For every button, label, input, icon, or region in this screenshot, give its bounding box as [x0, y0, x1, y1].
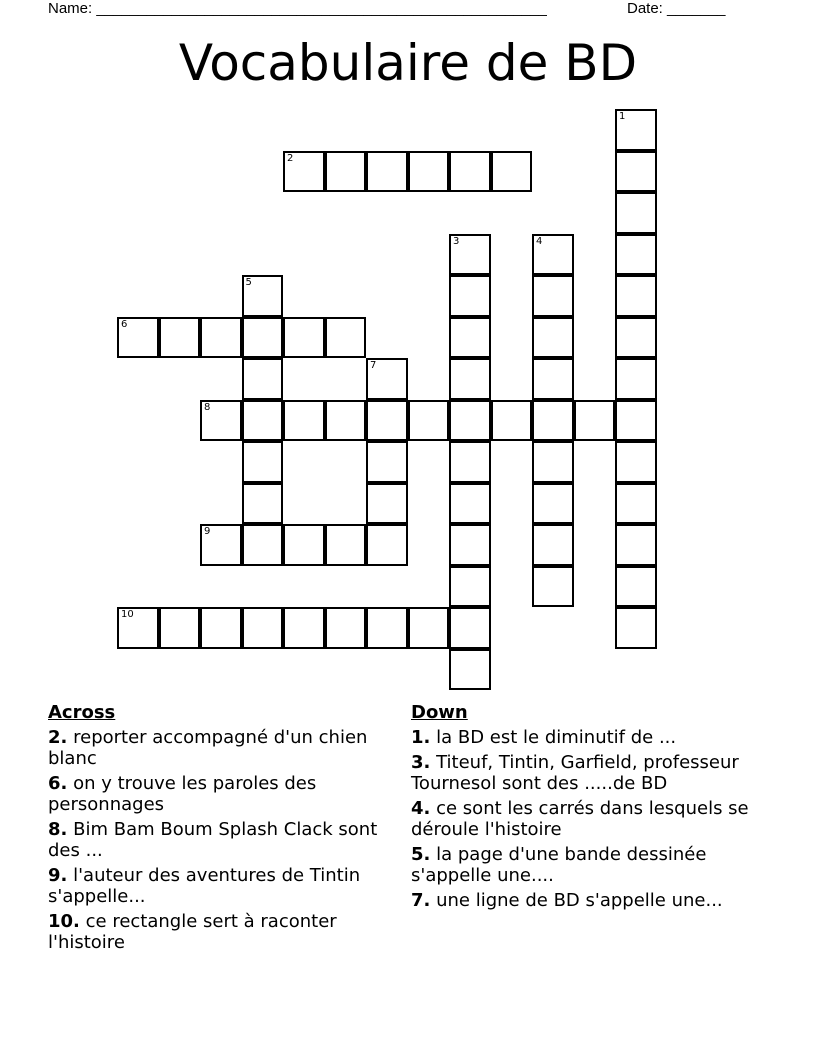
- grid-cell[interactable]: [615, 400, 657, 442]
- clue-across-2: [48, 727, 378, 769]
- grid-cell[interactable]: [242, 607, 284, 649]
- grid-cell[interactable]: [615, 317, 657, 359]
- grid-cell[interactable]: [449, 566, 491, 608]
- grid-cell[interactable]: [366, 441, 408, 483]
- clue-down-7: [411, 890, 761, 911]
- clue-number: 6.: [48, 773, 68, 794]
- cell-number: 9: [204, 526, 211, 537]
- grid-cell[interactable]: [408, 151, 450, 193]
- cell-number: 7: [370, 360, 377, 371]
- grid-cell[interactable]: [325, 317, 367, 359]
- clue-text: reporter accompagné d'un chien blanc: [48, 727, 368, 769]
- grid-cell[interactable]: [159, 317, 201, 359]
- grid-cell[interactable]: [283, 400, 325, 442]
- grid-cell[interactable]: [200, 400, 242, 442]
- grid-cell[interactable]: [325, 607, 367, 649]
- cell-number: 3: [453, 235, 460, 247]
- clue-text: la page d'une bande dessinée s'appelle une....: [411, 844, 707, 886]
- grid-cell[interactable]: [615, 192, 657, 234]
- grid-cell[interactable]: [242, 317, 284, 359]
- down-heading: Down: [411, 702, 468, 723]
- grid-cell[interactable]: [117, 317, 159, 359]
- clue-down-1: [411, 727, 761, 748]
- grid-cell[interactable]: [366, 607, 408, 649]
- grid-cell[interactable]: [242, 483, 284, 525]
- grid-cell[interactable]: [532, 317, 574, 359]
- grid-cell[interactable]: [615, 607, 657, 649]
- grid-cell[interactable]: [449, 649, 491, 691]
- clue-text: une ligne de BD s'appelle une...: [436, 890, 723, 911]
- grid-cell[interactable]: [242, 358, 284, 400]
- grid-cell[interactable]: [491, 400, 533, 442]
- grid-cell[interactable]: [615, 275, 657, 317]
- clue-text: l'auteur des aventures de Tintin s'appelle...: [48, 865, 361, 907]
- grid-cell[interactable]: [615, 524, 657, 566]
- grid-cell[interactable]: [159, 607, 201, 649]
- grid-cell[interactable]: [366, 524, 408, 566]
- cell-number: 5: [245, 277, 252, 288]
- grid-cell[interactable]: [242, 275, 284, 317]
- clue-text: ce rectangle sert à raconter l'histoire: [48, 911, 337, 953]
- cell-number: 2: [287, 152, 294, 164]
- across-clues: [48, 702, 378, 957]
- clue-number: 7.: [411, 890, 431, 911]
- grid-cell[interactable]: [117, 607, 159, 649]
- grid-cell[interactable]: [449, 400, 491, 442]
- grid-cell[interactable]: [200, 524, 242, 566]
- grid-cell[interactable]: [283, 607, 325, 649]
- grid-cell[interactable]: [615, 109, 657, 151]
- grid-cell[interactable]: [200, 607, 242, 649]
- grid-cell[interactable]: [408, 607, 450, 649]
- grid-cell[interactable]: [449, 275, 491, 317]
- clue-across-8: [48, 819, 378, 861]
- cell-number: 6: [121, 318, 128, 330]
- clue-number: 10.: [48, 911, 80, 932]
- grid-cell[interactable]: [449, 234, 491, 276]
- grid-cell[interactable]: [366, 151, 408, 193]
- grid-cell[interactable]: [366, 483, 408, 525]
- clue-number: 1.: [411, 727, 431, 748]
- cell-number: 1: [619, 111, 626, 122]
- grid-cell[interactable]: [242, 524, 284, 566]
- clue-text: ce sont les carrés dans lesquels se déroule l'histoire: [411, 798, 749, 840]
- clue-text: la BD est le diminutif de ...: [436, 727, 677, 748]
- cell-number: 4: [536, 235, 543, 247]
- grid-cell[interactable]: [615, 151, 657, 193]
- grid-cell[interactable]: [242, 400, 284, 442]
- clue-across-9: [48, 865, 378, 907]
- clue-number: 9.: [48, 865, 68, 886]
- clue-number: 3.: [411, 752, 431, 773]
- grid-cell[interactable]: [532, 524, 574, 566]
- grid-cell[interactable]: [449, 441, 491, 483]
- grid-cell[interactable]: [449, 483, 491, 525]
- grid-cell[interactable]: [449, 358, 491, 400]
- clue-number: 2.: [48, 727, 68, 748]
- grid-cell[interactable]: [283, 524, 325, 566]
- grid-cell[interactable]: [200, 317, 242, 359]
- grid-cell[interactable]: [615, 483, 657, 525]
- grid-cell[interactable]: [325, 151, 367, 193]
- grid-cell[interactable]: [615, 441, 657, 483]
- grid-cell[interactable]: [325, 400, 367, 442]
- clue-number: 4.: [411, 798, 431, 819]
- clue-across-10: [48, 911, 378, 953]
- grid-cell[interactable]: [242, 441, 284, 483]
- clue-text: Bim Bam Boum Splash Clack sont des ...: [48, 819, 378, 861]
- grid-cell[interactable]: [532, 358, 574, 400]
- grid-cell[interactable]: [532, 400, 574, 442]
- grid-cell[interactable]: [532, 566, 574, 608]
- grid-cell[interactable]: [366, 358, 408, 400]
- clue-number: 5.: [411, 844, 431, 865]
- grid-cell[interactable]: [283, 317, 325, 359]
- cell-number: 8: [204, 401, 211, 413]
- grid-cell[interactable]: [325, 524, 367, 566]
- grid-cell[interactable]: [532, 441, 574, 483]
- grid-cell[interactable]: [491, 151, 533, 193]
- grid-cell[interactable]: [615, 234, 657, 276]
- grid-cell[interactable]: [449, 607, 491, 649]
- grid-cell[interactable]: [449, 317, 491, 359]
- clue-down-3: [411, 752, 761, 794]
- clue-down-5: [411, 844, 761, 886]
- grid-cell[interactable]: [615, 358, 657, 400]
- grid-cell[interactable]: [366, 400, 408, 442]
- grid-cell[interactable]: [449, 151, 491, 193]
- grid-cell[interactable]: [615, 566, 657, 608]
- grid-cell[interactable]: [532, 234, 574, 276]
- name-field-label: Name: ______________________________________________________: [48, 0, 547, 17]
- cell-number: 10: [121, 609, 134, 620]
- grid-cell[interactable]: [408, 400, 450, 442]
- clue-across-6: [48, 773, 378, 815]
- across-heading: Across: [48, 702, 116, 723]
- clue-number: 8.: [48, 819, 68, 840]
- clue-text: on y trouve les paroles des personnages: [48, 773, 317, 815]
- grid-cell[interactable]: [532, 275, 574, 317]
- clue-text: Titeuf, Tintin, Garfield, professeur Tournesol sont des .....de BD: [411, 752, 739, 794]
- grid-cell[interactable]: [532, 483, 574, 525]
- down-clues: [411, 702, 761, 915]
- grid-cell[interactable]: [574, 400, 616, 442]
- date-field-label: Date: _______: [627, 0, 726, 17]
- grid-cell[interactable]: [449, 524, 491, 566]
- grid-cell[interactable]: [283, 151, 325, 193]
- page-title: Vocabulaire de BD: [178, 34, 638, 92]
- clue-down-4: [411, 798, 761, 840]
